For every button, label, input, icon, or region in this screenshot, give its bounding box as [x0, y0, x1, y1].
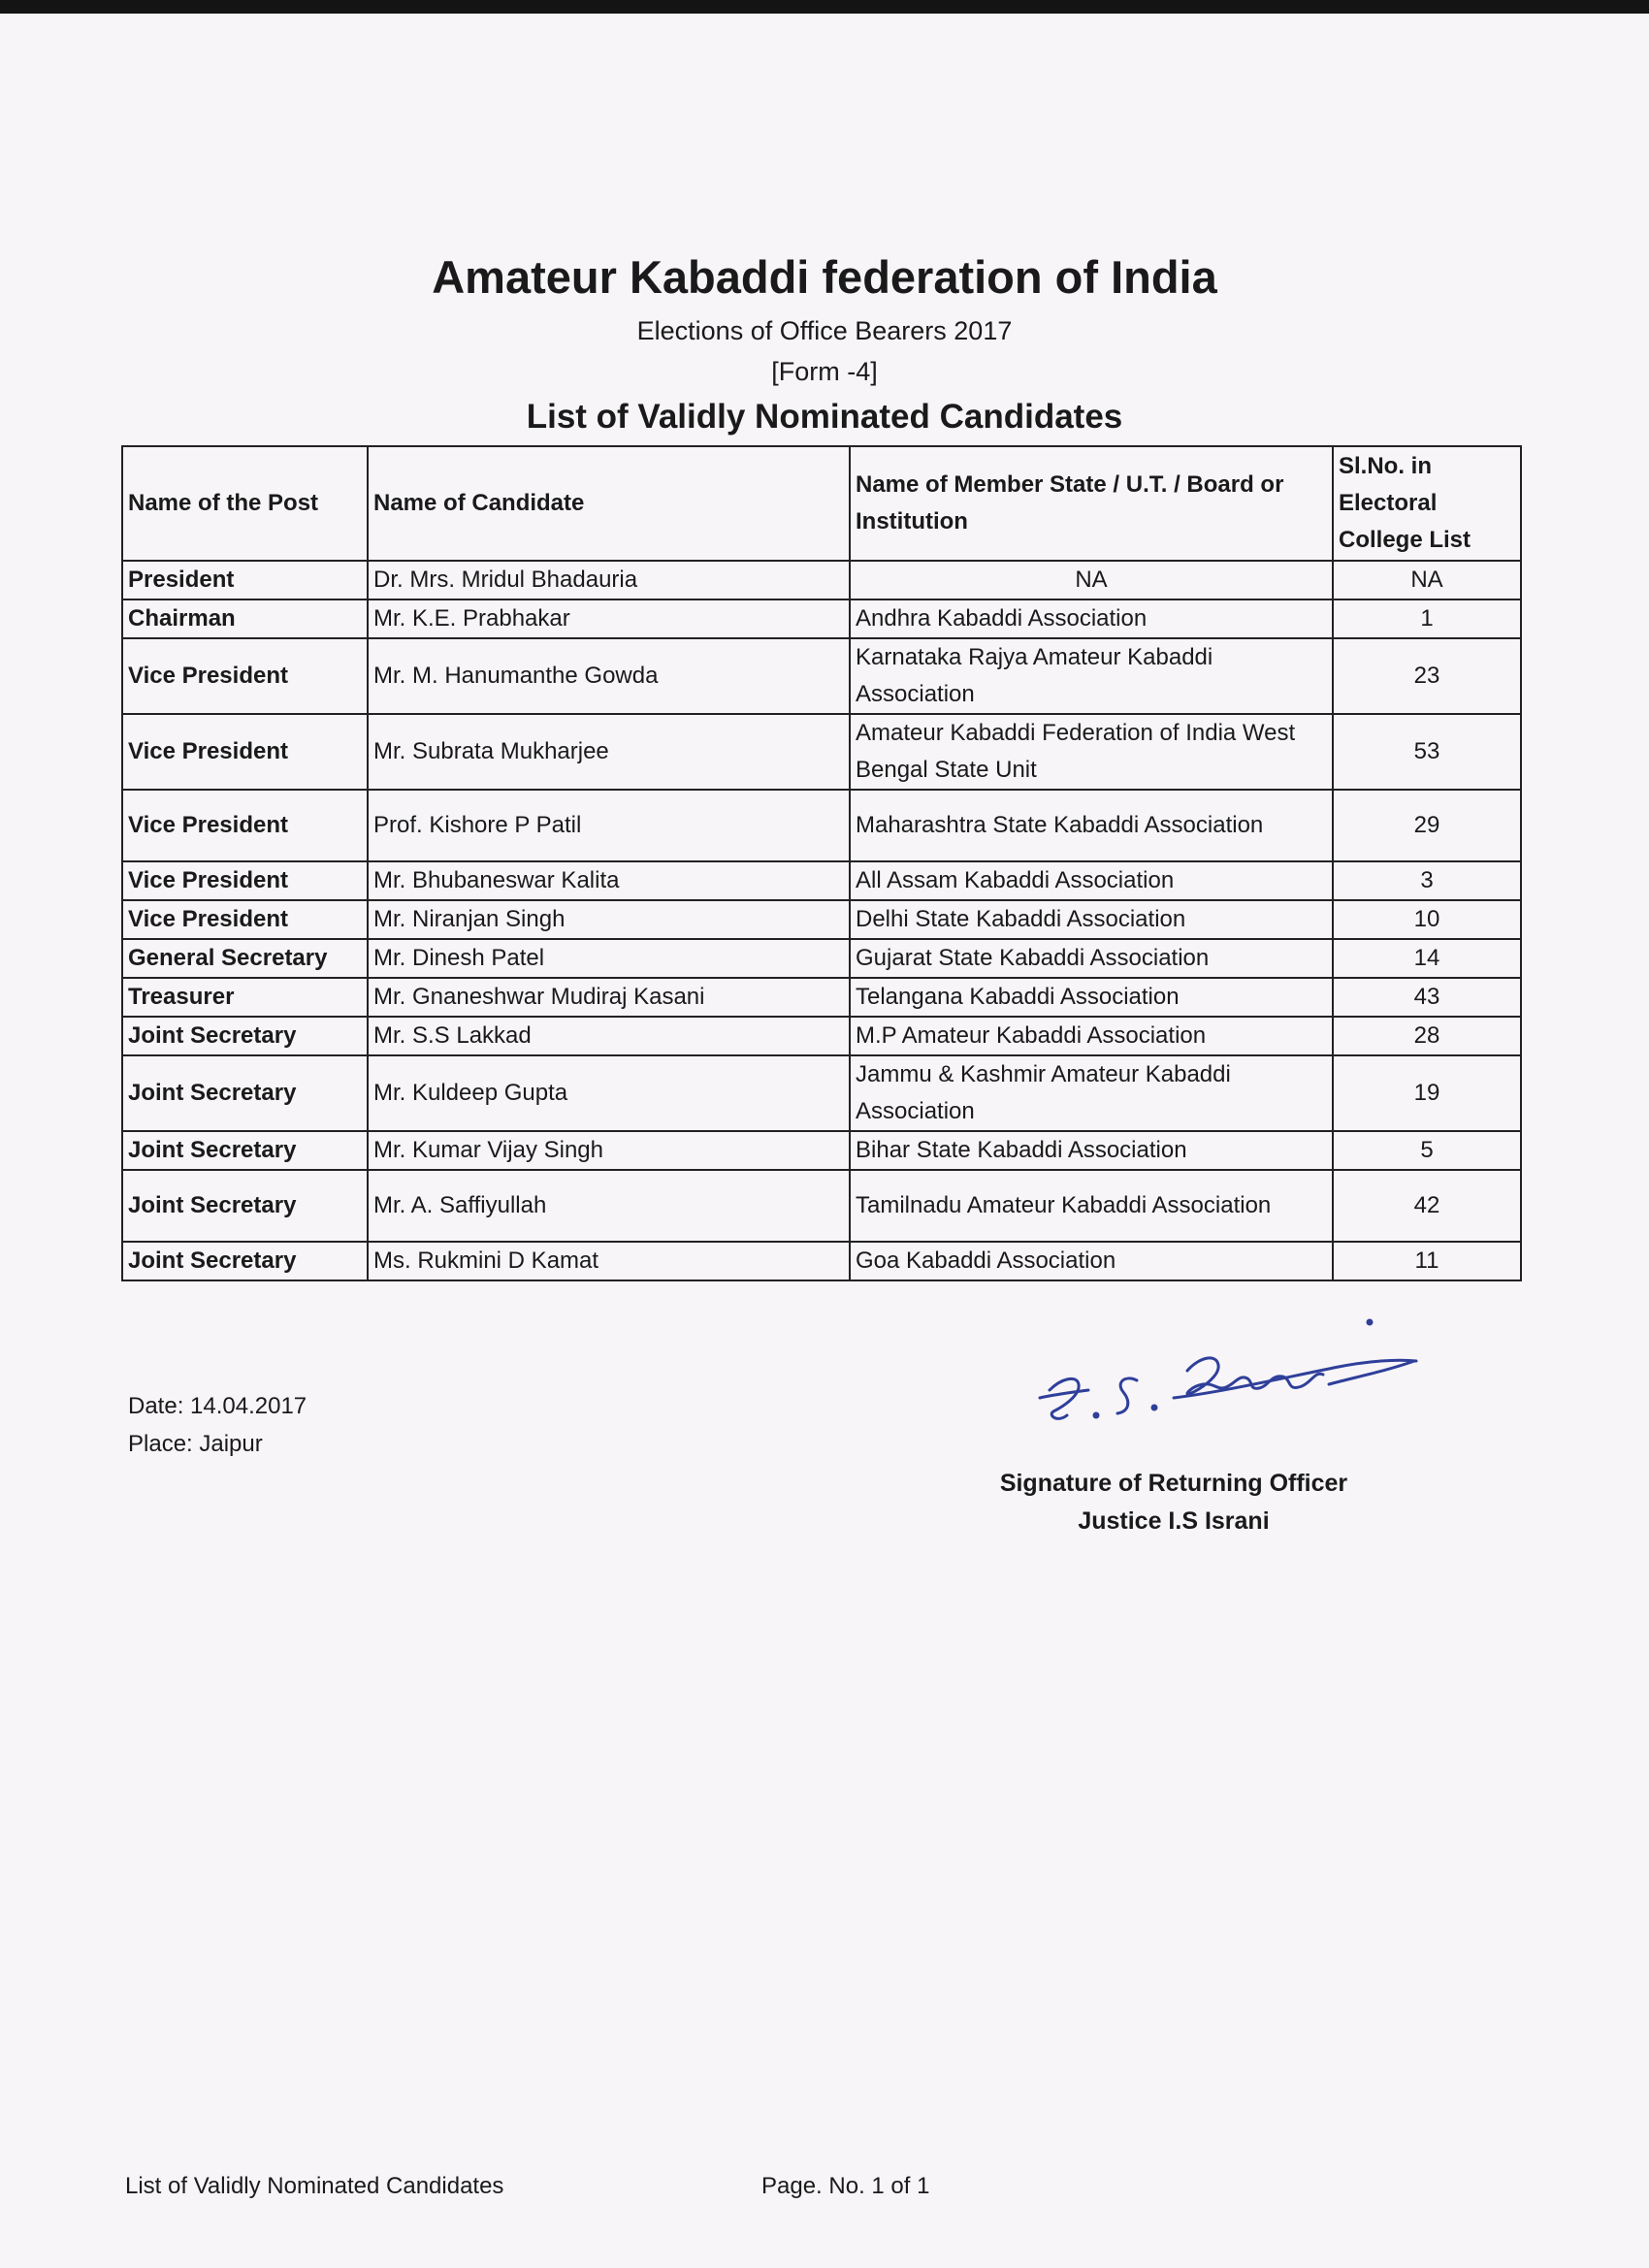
post-cell: Vice President: [122, 900, 368, 939]
post-cell: Joint Secretary: [122, 1055, 368, 1131]
signature-caption: Signature of Returning Officer: [999, 1470, 1348, 1497]
post-cell: Treasurer: [122, 978, 368, 1017]
member-cell: Karnataka Rajya Amateur Kabaddi Association: [850, 638, 1333, 714]
signature-caption-block: [931, 1465, 1416, 1540]
place-text: Place: Jaipur: [128, 1431, 263, 1457]
table-row: [122, 1131, 1521, 1170]
post-cell: General Secretary: [122, 939, 368, 978]
document-subtitle: Elections of Office Bearers 2017: [636, 316, 1013, 345]
date-place-block: [128, 1387, 307, 1463]
table-row: [122, 599, 1521, 638]
post-cell: President: [122, 561, 368, 599]
candidate-cell: Dr. Mrs. Mridul Bhadauria: [368, 561, 850, 599]
column-header-slno: Sl.No. in Electoral College List: [1333, 446, 1521, 561]
footer-title: List of Validly Nominated Candidates: [125, 2173, 504, 2199]
member-cell: Jammu & Kashmir Amateur Kabaddi Association: [850, 1055, 1333, 1131]
candidates-table: [121, 445, 1522, 1281]
member-cell: Bihar State Kabaddi Association: [850, 1131, 1333, 1170]
column-header-post: Name of the Post: [122, 446, 368, 561]
post-cell: Joint Secretary: [122, 1170, 368, 1242]
candidate-cell: Mr. Niranjan Singh: [368, 900, 850, 939]
table-row: [122, 978, 1521, 1017]
slno-cell: 5: [1333, 1131, 1521, 1170]
member-cell: Gujarat State Kabaddi Association: [850, 939, 1333, 978]
post-cell: Chairman: [122, 599, 368, 638]
post-cell: Joint Secretary: [122, 1131, 368, 1170]
column-header-candidate: Name of Candidate: [368, 446, 850, 561]
table-row: [122, 900, 1521, 939]
list-heading: List of Validly Nominated Candidates: [526, 398, 1123, 436]
candidates-table-body: [122, 446, 1521, 1280]
candidate-cell: Mr. Bhubaneswar Kalita: [368, 861, 850, 900]
candidate-cell: Mr. Kumar Vijay Singh: [368, 1131, 850, 1170]
post-cell: Vice President: [122, 790, 368, 861]
table-header-row: [122, 446, 1521, 561]
candidate-cell: Mr. K.E. Prabhakar: [368, 599, 850, 638]
candidate-cell: Prof. Kishore P Patil: [368, 790, 850, 861]
table-row: [122, 1170, 1521, 1242]
table-row: [122, 714, 1521, 790]
scan-top-edge: [0, 0, 1649, 14]
member-cell: Tamilnadu Amateur Kabaddi Association: [850, 1170, 1333, 1242]
slno-cell: NA: [1333, 561, 1521, 599]
slno-cell: 28: [1333, 1017, 1521, 1055]
document-title: Amateur Kabaddi federation of India: [432, 251, 1217, 303]
slno-cell: 1: [1333, 599, 1521, 638]
candidate-cell: Mr. Kuldeep Gupta: [368, 1055, 850, 1131]
member-cell: Maharashtra State Kabaddi Association: [850, 790, 1333, 861]
member-cell: Goa Kabaddi Association: [850, 1242, 1333, 1280]
table-row: [122, 939, 1521, 978]
slno-cell: 42: [1333, 1170, 1521, 1242]
table-row: [122, 1017, 1521, 1055]
slno-cell: 43: [1333, 978, 1521, 1017]
table-row: [122, 561, 1521, 599]
date-text: Date: 14.04.2017: [128, 1393, 307, 1419]
handwritten-signature: [1028, 1314, 1455, 1450]
slno-cell: 3: [1333, 861, 1521, 900]
slno-cell: 11: [1333, 1242, 1521, 1280]
post-cell: Vice President: [122, 861, 368, 900]
member-cell: Telangana Kabaddi Association: [850, 978, 1333, 1017]
candidate-cell: Mr. M. Hanumanthe Gowda: [368, 638, 850, 714]
member-cell: Amateur Kabaddi Federation of India West Bengal State Unit: [850, 714, 1333, 790]
table-row: [122, 861, 1521, 900]
table-row: [122, 1242, 1521, 1280]
slno-cell: 23: [1333, 638, 1521, 714]
candidate-cell: Mr. Subrata Mukharjee: [368, 714, 850, 790]
candidate-cell: Mr. A. Saffiyullah: [368, 1170, 850, 1242]
post-cell: Joint Secretary: [122, 1242, 368, 1280]
table-row: [122, 790, 1521, 861]
table-row: [122, 1055, 1521, 1131]
member-cell: All Assam Kabaddi Association: [850, 861, 1333, 900]
slno-cell: 53: [1333, 714, 1521, 790]
returning-officer-name: Justice I.S Israni: [1078, 1507, 1270, 1535]
member-cell: Andhra Kabaddi Association: [850, 599, 1333, 638]
candidate-cell: Mr. S.S Lakkad: [368, 1017, 850, 1055]
column-header-member: Name of Member State / U.T. / Board or Institution: [850, 446, 1333, 561]
slno-cell: 14: [1333, 939, 1521, 978]
table-row: [122, 638, 1521, 714]
candidate-cell: Ms. Rukmini D Kamat: [368, 1242, 850, 1280]
post-cell: Vice President: [122, 714, 368, 790]
slno-cell: 19: [1333, 1055, 1521, 1131]
post-cell: Vice President: [122, 638, 368, 714]
form-number: [Form -4]: [771, 357, 878, 386]
member-cell: M.P Amateur Kabaddi Association: [850, 1017, 1333, 1055]
slno-cell: 29: [1333, 790, 1521, 861]
footer-page-number: Page. No. 1 of 1: [761, 2173, 930, 2199]
member-cell: Delhi State Kabaddi Association: [850, 900, 1333, 939]
candidate-cell: Mr. Dinesh Patel: [368, 939, 850, 978]
candidate-cell: Mr. Gnaneshwar Mudiraj Kasani: [368, 978, 850, 1017]
post-cell: Joint Secretary: [122, 1017, 368, 1055]
member-cell: NA: [850, 561, 1333, 599]
slno-cell: 10: [1333, 900, 1521, 939]
